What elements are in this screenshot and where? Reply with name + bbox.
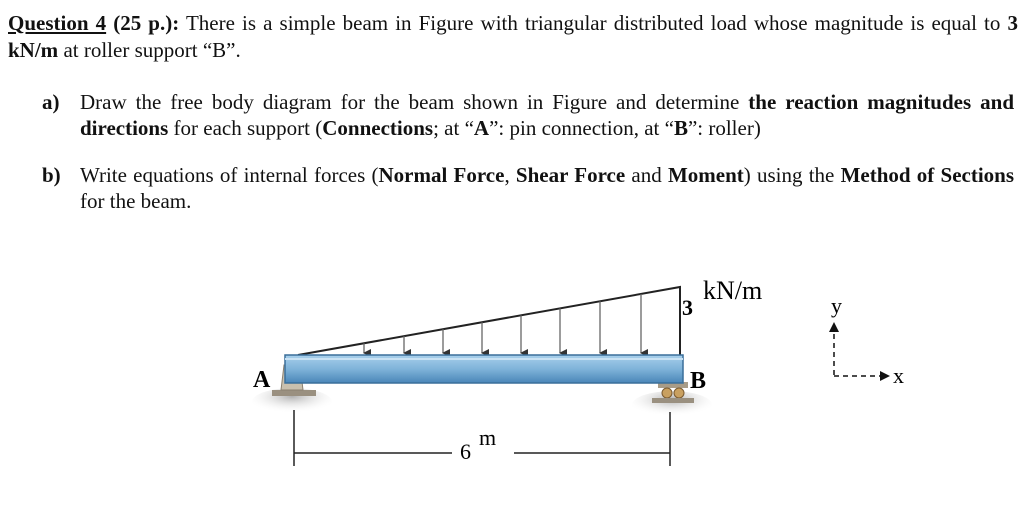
item-a-text-2: for each support ( xyxy=(168,116,323,140)
item-b-text-5: for the beam. xyxy=(80,189,192,213)
question-points: (25 p.): xyxy=(106,11,180,35)
axis-y-label: y xyxy=(831,293,842,318)
item-a-label: a) xyxy=(42,90,60,114)
item-b-text-4: ) using the xyxy=(743,163,841,187)
question-text-1: There is a simple beam in Figure with triangular distributed load whose magnitude is equal to xyxy=(179,11,1008,35)
roller-base xyxy=(652,398,694,403)
load-value-label: 3 xyxy=(682,295,693,320)
span-dimension xyxy=(294,410,670,466)
item-a-text-1: Draw the free body diagram for the beam shown in Figure and determine xyxy=(80,90,749,114)
load-outline xyxy=(298,287,680,355)
load-arrows xyxy=(364,294,641,353)
label-a: A xyxy=(253,367,271,393)
coordinate-axes xyxy=(829,293,904,388)
roller-wheel-2 xyxy=(674,388,684,398)
distributed-load xyxy=(298,287,680,355)
item-b-bold-1: Normal Force xyxy=(378,163,505,187)
question-title: Question 4 xyxy=(8,11,107,35)
item-b-text-3: and xyxy=(625,163,668,187)
item-a-bold-2: Connections xyxy=(322,116,434,140)
item-a-bold-1: the reaction magnitudes and directions xyxy=(80,90,1014,140)
axis-x-arrow xyxy=(880,371,890,381)
item-b-bold-2: Shear Force xyxy=(515,163,626,187)
axis-x-label: x xyxy=(893,363,904,388)
item-b-text-1: Write equations of internal forces ( xyxy=(80,163,379,187)
axis-y-arrow xyxy=(829,322,839,332)
item-a-bold-3: A xyxy=(473,116,490,140)
item-a-text-5: ”: roller) xyxy=(687,116,761,140)
question-load-value: 3 kN/m xyxy=(8,11,1018,62)
span-value-label: 6 xyxy=(460,439,471,464)
item-b-text-2: , xyxy=(504,163,516,187)
item-a-text-3: ; at “ xyxy=(433,116,474,140)
item-b-bold-4: Method of Sections xyxy=(840,163,1015,187)
question-text-2: at roller support “B”. xyxy=(58,38,241,62)
pin-base xyxy=(272,390,316,396)
label-b: B xyxy=(690,368,707,394)
item-a-text-4: ”: pin connection, at “ xyxy=(489,116,674,140)
span-unit-label: m xyxy=(479,425,497,450)
item-b-label: b) xyxy=(42,163,61,187)
item-a-bold-4: B xyxy=(673,116,688,140)
item-b-bold-3: Moment xyxy=(667,163,744,187)
load-unit-label: kN/m xyxy=(703,276,763,305)
roller-wheel-1 xyxy=(662,388,672,398)
